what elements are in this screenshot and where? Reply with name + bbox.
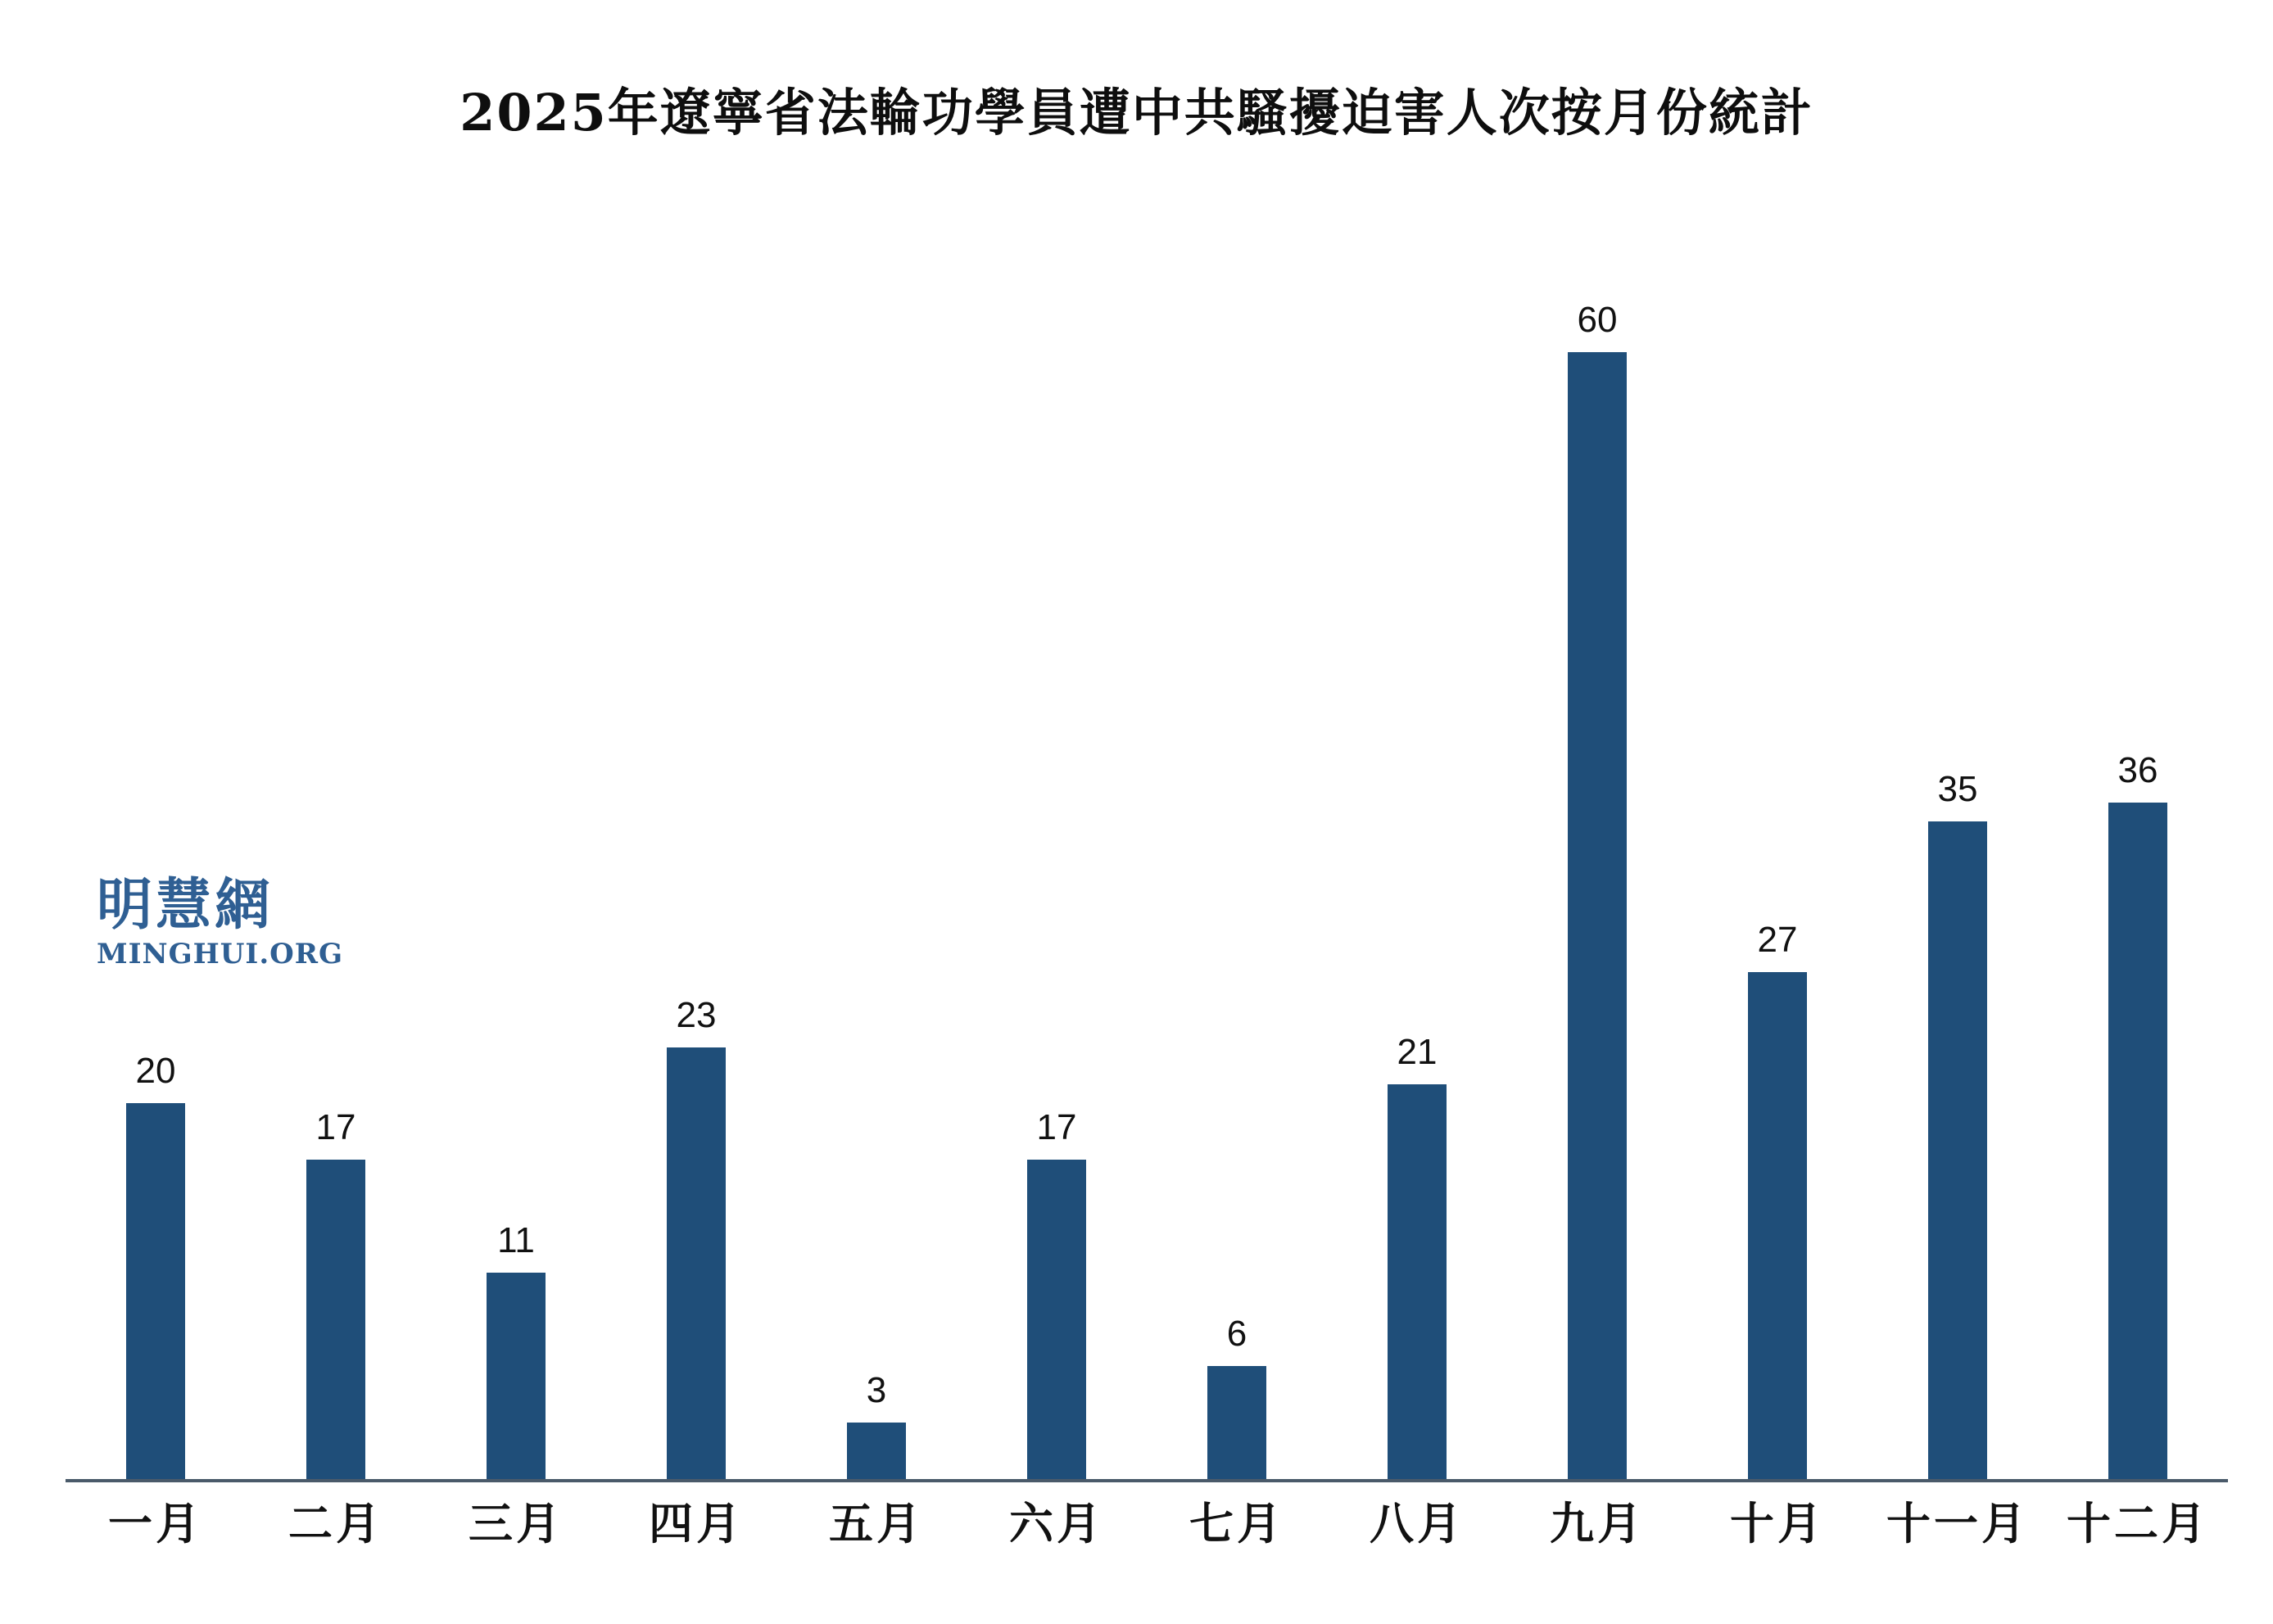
watermark-english-text: MINGHUI.ORG	[97, 938, 344, 971]
bar	[1568, 352, 1627, 1479]
x-axis-tick-label: 五月	[829, 1497, 924, 1549]
x-axis-line	[66, 1479, 2228, 1482]
bar-value-label: 3	[866, 1370, 887, 1410]
bar	[847, 1423, 906, 1479]
bar-value-label: 6	[1226, 1314, 1247, 1354]
bar	[1928, 821, 1987, 1479]
bar	[1388, 1084, 1447, 1479]
bar	[2108, 803, 2167, 1479]
bar-group	[1687, 205, 1868, 1479]
bar	[487, 1273, 546, 1479]
bar-group	[606, 205, 786, 1479]
x-axis-tick-label: 八月	[1370, 1497, 1465, 1549]
bar	[1207, 1366, 1266, 1479]
x-axis-tick-label: 七月	[1189, 1497, 1284, 1549]
bar-value-label: 23	[676, 995, 717, 1035]
bar-group	[246, 205, 426, 1479]
x-axis-tick-label: 一月	[108, 1497, 203, 1549]
x-axis-tick-label: 三月	[469, 1497, 564, 1549]
x-axis-labels	[66, 1489, 2228, 1552]
bar	[306, 1160, 365, 1479]
bar-value-label: 27	[1757, 920, 1798, 960]
bar-group	[1507, 205, 1687, 1479]
bar-value-label: 17	[315, 1107, 356, 1147]
bar-group	[967, 205, 1147, 1479]
bar-value-label: 11	[497, 1220, 535, 1260]
page-title: 2025年遼寧省法輪功學員遭中共騷擾迫害人次按月份統計	[460, 83, 1813, 142]
x-axis-tick-label: 十一月	[1886, 1497, 2029, 1549]
x-axis-tick-label: 十月	[1730, 1497, 1825, 1549]
bar-group	[2048, 205, 2228, 1479]
bar-value-label: 17	[1036, 1107, 1077, 1147]
bar-group	[426, 205, 606, 1479]
watermark-chinese-text: 明慧網	[97, 872, 274, 938]
bar	[1027, 1160, 1086, 1479]
bar-value-label: 36	[2117, 750, 2158, 790]
bar-value-label: 21	[1397, 1032, 1438, 1072]
x-axis-tick-label: 十二月	[2067, 1497, 2209, 1549]
bar-group	[66, 205, 246, 1479]
bar-series	[66, 205, 2228, 1479]
x-axis-tick-label: 四月	[649, 1497, 744, 1549]
x-axis-tick-label: 六月	[1009, 1497, 1104, 1549]
bar-group	[1868, 205, 2048, 1479]
plot-area	[66, 205, 2228, 1482]
bar-value-label: 20	[135, 1051, 176, 1091]
bar-group	[786, 205, 967, 1479]
x-axis-tick-label: 二月	[288, 1497, 383, 1549]
bar	[667, 1047, 726, 1479]
bar	[1748, 972, 1807, 1479]
bar	[126, 1103, 185, 1479]
bar-value-label: 35	[1937, 769, 1978, 809]
bar-value-label: 60	[1577, 300, 1618, 340]
bar-group	[1327, 205, 1507, 1479]
bar-group	[1147, 205, 1327, 1479]
x-axis-tick-label: 九月	[1550, 1497, 1645, 1549]
